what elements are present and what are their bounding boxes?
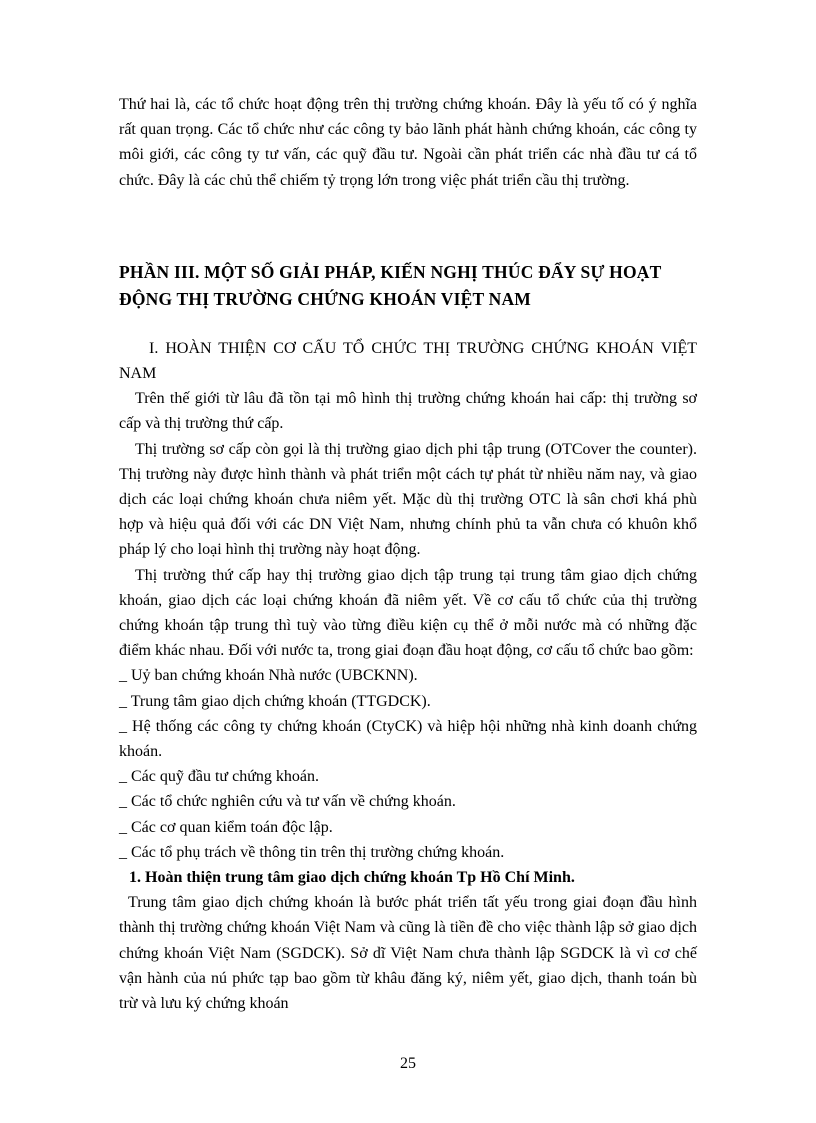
list-item: _ Các tổ chức nghiên cứu và tư vấn về chứng khoán. — [119, 793, 456, 811]
body-paragraph: Thị trường thứ cấp hay thị trường giao dịch tập trung tại trung tâm giao dịch chứng khoán, giao dịch các loại chứng khoán đã niêm yết. Về cơ cấu tổ chức của thị trường chứng khoán tập trung thì tuỳ vào từng điều kiện cụ thể ở mỗi nước mà có những đặc điểm khác nhau. Đối với nước ta, trong giai đoạn đầu hoạt động, cơ cấu tổ chức bao gồm: — [119, 566, 697, 660]
body-paragraph: Trên thế giới từ lâu đã tồn tại mô hình thị trường chứng khoán hai cấp: thị trường sơ cấp và thị trường thứ cấp. — [119, 390, 697, 433]
list-item: _ Các cơ quan kiểm toán độc lập. — [119, 818, 333, 836]
body-paragraph: Thị trường sơ cấp còn gọi là thị trường giao dịch phi tập trung (OTCover the counter). Thị trường này được hình thành và phát triển một cách tự phát từ nhiều năm nay, và giao dịch các loại chứng khoán chưa niêm yết. Mặc dù thị trường OTC là sân chơi khá phù hợp và hiệu quả đối với các DN Việt Nam, nhưng chính phủ ta vẫn chưa có khuôn khổ pháp lý cho loại hình thị trường này hoạt động. — [119, 440, 697, 559]
section-heading: PHẦN III. MỘT SỐ GIẢI PHÁP, KIẾN NGHỊ THÚC ĐẨY SỰ HOẠT ĐỘNG THỊ TRƯỜNG CHỨNG KHOÁN VIỆT NAM — [119, 261, 662, 309]
list-item: _ Hệ thống các công ty chứng khoán (CtyCK) và hiệp hội những nhà kinh doanh chứng khoán. — [119, 717, 697, 761]
numbered-subheading: 1. Hoàn thiện trung tâm giao dịch chứng khoán Tp Hồ Chí Minh. — [129, 869, 575, 887]
subsection-heading: I. HOÀN THIỆN CƠ CẤU TỔ CHỨC THỊ TRƯỜNG CHỨNG KHOÁN VIỆT NAM — [119, 339, 697, 383]
list-item: _ Uỷ ban chứng khoán Nhà nước (UBCKNN). — [119, 667, 418, 685]
list-item: _ Các quỹ đầu tư chứng khoán. — [119, 768, 319, 786]
closing-paragraph: Trung tâm giao dịch chứng khoán là bước phát triển tất yếu trong giai đoạn đầu hình thành thị trường chứng khoán Việt Nam và cũng là tiền đề cho việc thành lập sở giao dịch chứng khoán Việt Nam (SGDCK). Sở dĩ Việt Nam chưa thành lập SGDCK là vì cơ chế vận hành của nú phức tạp bao gồm từ khâu đăng ký, niêm yết, giao dịch, thanh toán bù trừ và lưu ký chứng khoán — [119, 894, 697, 1013]
list-item: _ Trung tâm giao dịch chứng khoán (TTGDCK). — [119, 692, 431, 710]
list-item: _ Các tổ phụ trách về thông tin trên thị trường chứng khoán. — [119, 843, 505, 861]
page-number: 25 — [400, 1055, 416, 1072]
intro-paragraph: Thứ hai là, các tổ chức hoạt động trên thị trường chứng khoán. Đây là yếu tố có ý nghĩa rất quan trọng. Các tổ chức như các công ty bảo lãnh phát hành chứng khoán, các công ty môi giới, các công ty tư vấn, các quỹ đầu tư. Ngoài cần phát triển các nhà đầu tư cá tổ chức. Đây là các chủ thể chiếm tỷ trọng lớn trong việc phát triển cầu thị trường. — [119, 96, 697, 189]
